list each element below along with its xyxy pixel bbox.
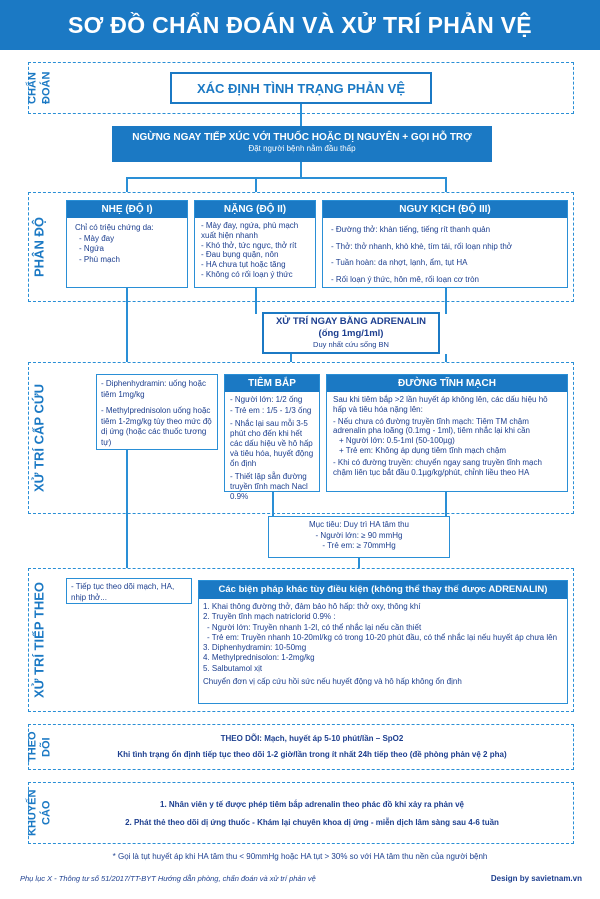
list-item: - Không có rối loạn ý thức xyxy=(201,269,293,279)
followup-note: Chuyển đơn vị cấp cứu hồi sức nếu huyết động và hô hấp không ổn định xyxy=(203,677,462,687)
grade-mild-title: NHẸ (ĐỘ I) xyxy=(67,201,187,218)
stop-contact-box xyxy=(112,126,492,162)
adrenalin-box xyxy=(262,312,440,354)
section-theo-doi xyxy=(28,724,574,770)
list-item: 5. Salbutamol xịt xyxy=(203,663,263,673)
list-item: - Nhắc lại sau mỗi 3-5 phút cho đến khi hết các dấu hiệu về hô hấp và tiêu hóa, huyết động ổn định xyxy=(230,419,314,468)
arrow-severe-down xyxy=(255,288,257,314)
section-label-theo-doi: THEO DÕI xyxy=(28,724,50,770)
im-title: TIÊM BẮP xyxy=(225,375,319,392)
list-item: - Khó thở, tức ngực, thở rít xyxy=(201,240,297,250)
target-box xyxy=(268,516,450,558)
monitor-line1: THEO DÕI: Mạch, huyết áp 5-10 phút/lần – SpO2 xyxy=(220,734,404,743)
section-label-khuyen-cao: KHUYẾN CÁO xyxy=(28,782,50,844)
iv-title: ĐƯỜNG TĨNH MẠCH xyxy=(327,375,567,392)
arrow-critical-down xyxy=(445,288,447,314)
list-item: - Người lớn: 1/2 ống xyxy=(230,395,303,404)
arrow-diagnosis xyxy=(300,104,302,126)
list-item: - Người lớn: Truyền nhanh 1-2l, có thể nhắc lại nếu cần thiết xyxy=(207,622,422,632)
recommend-line1: 1. Nhân viên y tế được phép tiêm bắp adrenalin theo phác đồ khi xảy ra phản vệ xyxy=(160,800,464,809)
grade-severe-box xyxy=(194,200,316,288)
arrow-iv-target xyxy=(445,492,447,516)
grade-critical-box xyxy=(322,200,568,288)
page-title: SƠ ĐỒ CHẨN ĐOÁN VÀ XỬ TRÍ PHẢN VỆ xyxy=(0,0,600,50)
target-adult: - Người lớn: ≥ 90 mmHg xyxy=(315,530,403,540)
list-item: - Phù mạch xyxy=(79,254,120,264)
arrow-im-target xyxy=(272,492,274,516)
im-list xyxy=(225,392,319,502)
list-item: - Mày đay, ngứa, phù mạch xyxy=(201,221,299,230)
list-item: - Tuần hoàn: da nhợt, lạnh, ẩm, tụt HA xyxy=(331,258,468,267)
diagnosis-main-box: XÁC ĐỊNH TÌNH TRẠNG PHẢN VỆ xyxy=(170,72,432,104)
list-item: - Rối loạn ý thức, hôn mê, rối loạn cơ tròn xyxy=(331,274,479,284)
list-item: - Diphenhydramin: uống hoặc tiêm 1mg/kg xyxy=(101,379,206,399)
list-item: Sau khi tiêm bắp >2 lần huyết áp không lên, các dấu hiệu hô hấp và tiêu hóa nặng lên: xyxy=(333,395,548,414)
list-item: - HA chưa tụt hoặc tăng xyxy=(201,260,286,270)
list-item: 1. Khai thông đường thở, đảm bảo hô hấp: thở oxy, thông khí xyxy=(203,602,421,611)
footer-design: Design by savietnam.vn xyxy=(490,874,582,883)
list-item: - Đường thở: khàn tiếng, tiếng rít thanh quản xyxy=(331,225,491,234)
arrow-left-followup xyxy=(126,450,128,578)
monitor-line2: Khi tình trạng ổn định tiếp tục theo dõi 1-2 giờ/lần trong ít nhất 24h tiếp theo (đề phòng phản vệ 2 pha) xyxy=(117,750,507,759)
section-label-xu-tri-cap-cuu: XỬ TRÍ CẤP CỨU xyxy=(28,362,50,514)
list-item: - Đau bụng quặn, nôn xyxy=(201,250,279,260)
list-item: + Người lớn: 0.5-1ml (50-100µg) xyxy=(339,436,455,446)
list-item: - Thiết lập sẵn đường truyền tĩnh mạch Nacl 0.9% xyxy=(230,472,308,501)
adrenalin-line1: XỬ TRÍ NGAY BẰNG ADRENALIN xyxy=(275,316,427,327)
grade-mild-intro: Chỉ có triệu chứng da: xyxy=(75,223,154,232)
stop-contact-text: NGỪNG NGAY TIẾP XÚC VỚI THUỐC HOẶC DỊ NGUYÊN + GỌI HỖ TRỢ xyxy=(132,132,472,143)
list-item: 4. Methylprednisolon: 1-2mg/kg xyxy=(203,653,315,663)
followup-title: Các biện pháp khác tùy điều kiện (không thể thay thế được ADRENALIN) xyxy=(199,581,567,599)
arrow-mild-down xyxy=(126,288,128,366)
branch-stem xyxy=(300,162,302,178)
list-item: 3. Diphenhydramin: 10-50mg xyxy=(203,643,307,653)
branch-line xyxy=(126,177,446,179)
grade-critical-list xyxy=(323,218,567,288)
adrenalin-line3: Duy nhất cứu sống BN xyxy=(313,340,389,349)
emergency-left-list xyxy=(97,375,217,448)
grade-mild-box xyxy=(66,200,188,288)
list-item: - Nếu chưa có đường truyền tĩnh mạch: Tiêm TM chậm adrenalin pha loãng (0.1mg - 1ml), tiêm nhắc lại khi cần xyxy=(333,416,530,436)
footer-source: Phụ lục X - Thông tư số 51/2017/TT-BYT Hướng dẫn phòng, chẩn đoán và xử trí phản vệ xyxy=(20,874,316,883)
list-item: - Thở: thở nhanh, khò khè, tím tái, rối loạn nhịp thở xyxy=(331,241,513,251)
section-label-phan-do: PHÂN ĐỘ xyxy=(28,192,50,302)
target-child: - Trẻ em: ≥ 70mmHg xyxy=(322,541,396,550)
followup-measures-box xyxy=(198,580,568,704)
target-title: Mục tiêu: Duy trì HA tâm thu xyxy=(308,520,410,529)
hypotension-note: * Gọi là tụt huyết áp khi HA tâm thu < 90mmHg hoặc HA tụt > 30% so với HA tâm thu nền của người bệnh xyxy=(112,852,488,861)
list-item: 2. Truyền tĩnh mạch natriclorid 0.9% : xyxy=(203,612,336,622)
followup-left-box xyxy=(66,578,192,604)
grade-mild-list xyxy=(67,234,187,266)
im-box xyxy=(224,374,320,501)
iv-list xyxy=(327,392,567,477)
iv-box xyxy=(326,374,568,492)
adrenalin-line2: (ống 1mg/1ml) xyxy=(318,328,384,339)
grade-critical-title: NGUY KỊCH (ĐỘ III) xyxy=(323,201,567,218)
section-label-chan-doan: CHẨN ĐOÁN xyxy=(28,62,50,114)
position-text: Đặt người bệnh nằm đầu thấp xyxy=(248,144,356,153)
list-item: - Ngứa xyxy=(79,244,104,253)
grade-severe-list xyxy=(195,218,315,280)
section-khuyen-cao xyxy=(28,782,574,844)
grade-severe-title: NẶNG (ĐỘ II) xyxy=(195,201,315,218)
list-item: - Khi có đường truyền: chuyển ngay sang truyền tĩnh mạch chậm liên tục bắt đầu 0.1µg/kg/phút, chỉnh liều theo HA xyxy=(333,457,542,477)
section-label-xu-tri-tiep-theo: XỬ TRÍ TIẾP THEO xyxy=(28,568,50,712)
list-item: + Trẻ em: Không áp dụng tiêm tĩnh mạch chậm xyxy=(339,445,506,455)
list-item: - Trẻ em: Truyền nhanh 10-20ml/kg có trong 10-20 phút đầu, có thể nhắc lại nếu huyết áp chưa lên xyxy=(207,632,558,642)
followup-left-text: - Tiếp tục theo dõi mạch, HA, nhịp thở... xyxy=(71,582,175,602)
list-item: - Trẻ em : 1/5 - 1/3 ống xyxy=(230,406,312,415)
list-item: - Mày đay xyxy=(79,233,115,243)
list-item: xuất hiện nhanh xyxy=(201,230,258,240)
emergency-left-box xyxy=(96,374,218,450)
list-item: - Methylprednisolon uống hoặc tiêm 1-2mg/kg tùy theo mức độ dị ứng (hoặc các thuốc tương tự) xyxy=(101,406,212,447)
recommend-line2: 2. Phát thẻ theo dõi dị ứng thuốc - Khám lại chuyên khoa dị ứng - miễn dịch lâm sàng sau 4-6 tuần xyxy=(125,818,499,827)
followup-list xyxy=(199,599,567,674)
